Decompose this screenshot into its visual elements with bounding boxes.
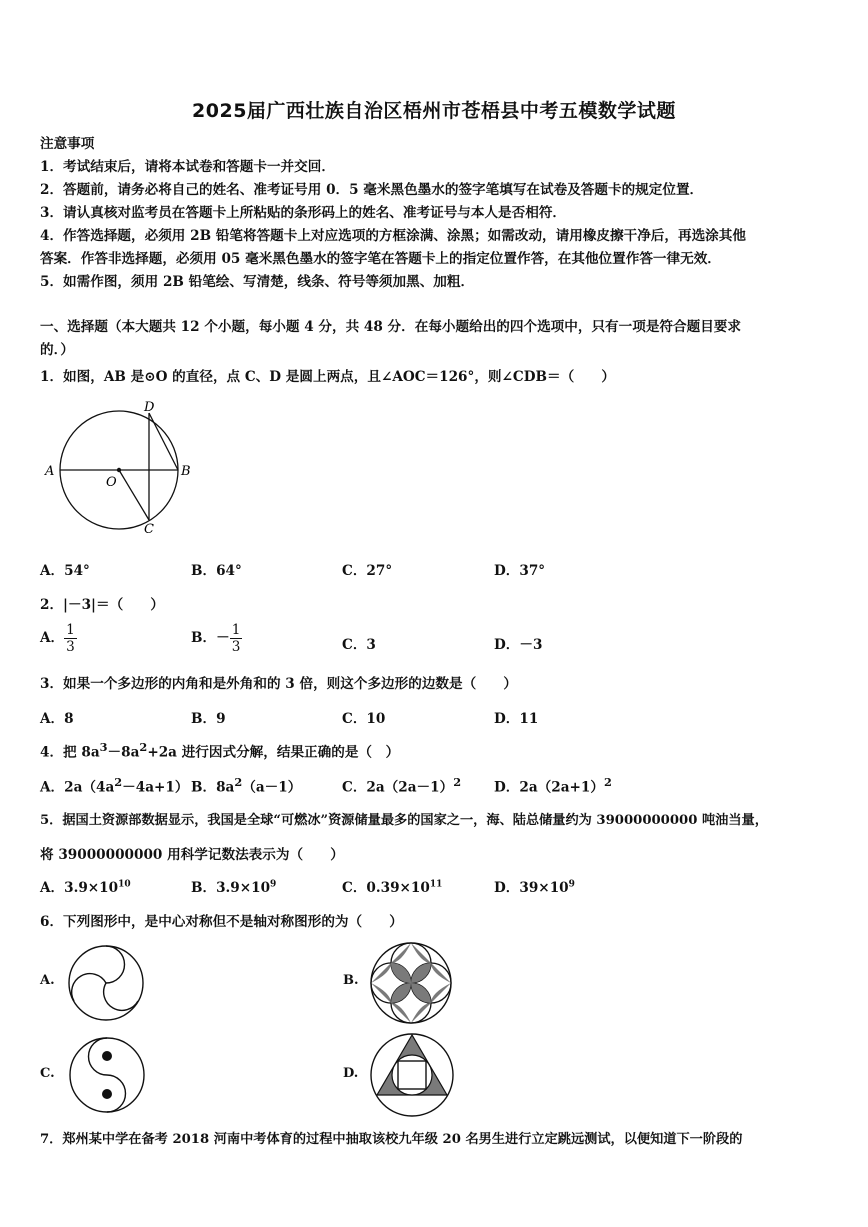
page-title: 2025届广西壮族自治区梧州市苍梧县中考五模数学试题 <box>192 100 676 122</box>
q6-option-d-label: D. <box>343 1066 359 1081</box>
q2-option-b <box>191 622 242 655</box>
q5-option-a-base: A．3.9×10 <box>40 880 119 896</box>
q4-option-a <box>40 775 188 796</box>
denominator: 3 <box>231 639 241 655</box>
q1-option-c: C．27° <box>342 563 393 579</box>
label-O: O <box>106 475 117 490</box>
question-5-stem-cont: 将 39000000000 用科学记数法表示为（ ） <box>40 847 344 863</box>
q3-option-d: D．11 <box>494 711 539 727</box>
numerator: 1 <box>231 622 241 638</box>
q2-option-a <box>40 622 77 655</box>
section-heading-cont: 的．） <box>40 342 74 358</box>
notice-item: 5．如需作图，须用 2B 铅笔绘、写清楚，线条、符号等须加黑、加粗． <box>40 274 475 290</box>
q5-option-a-exp: 10 <box>118 879 131 890</box>
question-4-stem <box>40 740 399 761</box>
q3-option-b: B．9 <box>191 711 226 727</box>
q2-option-d: D．－3 <box>494 637 543 653</box>
q4-stem-sup: 3 <box>99 740 108 754</box>
question-2-stem: 2．|－3|＝（ ） <box>40 597 164 613</box>
q5-option-d-exp: 9 <box>568 879 575 890</box>
fraction <box>64 622 77 655</box>
q5-option-b-exp: 9 <box>270 879 277 890</box>
section-heading: 一、选择题（本大题共 12 个小题，每小题 4 分，共 48 分．在每小题给出的四个选项中，只有一项是符合题目要求 <box>40 319 741 335</box>
label-B: B <box>181 464 191 479</box>
question-5-stem: 5．据国土资源部数据显示，我国是全球“可燃冰”资源储量最多的国家之一，海、陆总储量约为 39000000000 吨油当量， <box>40 813 768 828</box>
q5-option-c <box>342 876 442 896</box>
q4-option-a-sup: 2 <box>114 775 123 789</box>
triangle-square-figure <box>368 1031 456 1119</box>
q2-option-b-prefix: B．－ <box>191 630 230 646</box>
numerator: 1 <box>66 622 75 638</box>
q4-option-a-part: A．2a（4a <box>40 779 115 796</box>
label-A: A <box>45 464 55 479</box>
question-7-stem: 7．郑州某中学在备考 2018 河南中考体育的过程中抽取该校九年级 20 名男生进行立定跳远测试，以便知道下一阶段的 <box>40 1132 743 1147</box>
notice-item: 4．作答选择题，必须用 2B 铅笔将答题卡上对应选项的方框涂满、涂黑；如需改动，请用橡皮擦干净后，再选涂其他 <box>40 228 746 244</box>
q6-option-c-label: C. <box>40 1066 55 1081</box>
notice-item: 答案．作答非选择题，必须用 05 毫米黑色墨水的签字笔在答题卡上的指定位置作答，在其他位置作答一律无效． <box>40 251 721 267</box>
q5-option-c-base: C．0.39×10 <box>342 880 430 896</box>
q4-option-c-part: C．2a（2a－1） <box>342 779 454 796</box>
q4-stem-part: 4．把 8a <box>40 744 100 761</box>
label-C: C <box>144 522 154 537</box>
q6-option-a-label: A. <box>40 973 55 988</box>
q6-option-b-label: B. <box>343 973 359 988</box>
taiji-figure <box>66 1034 148 1116</box>
q4-option-b-part: B．8a <box>191 779 235 796</box>
q2-option-a-prefix: A． <box>40 630 65 646</box>
q4-option-d-part: D．2a（2a+1） <box>494 779 604 796</box>
q1-option-d: D．37° <box>494 563 546 579</box>
q4-option-c <box>342 775 461 796</box>
q5-option-d <box>494 876 575 896</box>
q4-option-b-sup: 2 <box>234 775 243 789</box>
fraction <box>230 622 243 655</box>
q4-option-d-sup: 2 <box>603 775 612 789</box>
notice-item: 3．请认真核对监考员在答题卡上所粘贴的条形码上的姓名、准考证号与本人是否相符． <box>40 205 567 221</box>
question-1-stem: 1．如图，AB 是⊙O 的直径，点 C、D 是圆上两点，且∠AOC＝126°，则∠CDB＝（ ） <box>40 369 615 385</box>
q4-stem-part: +2a 进行因式分解，结果正确的是（ ） <box>147 744 400 761</box>
q1-option-b: B．64° <box>191 563 242 579</box>
q4-stem-part: －8a <box>107 744 140 761</box>
notice-item: 2．答题前，请务必将自己的姓名、准考证号用 0．5 毫米黑色墨水的签字笔填写在试卷及答题卡的规定位置． <box>40 182 704 198</box>
question-6-stem: 6．下列图形中，是中心对称但不是轴对称图形的为（ ） <box>40 914 403 930</box>
q2-option-c: C．3 <box>342 637 376 653</box>
q5-option-a <box>40 876 131 896</box>
q4-option-b <box>191 775 301 796</box>
question-3-stem: 3．如果一个多边形的内角和是外角和的 3 倍，则这个多边形的边数是（ ） <box>40 676 517 692</box>
denominator: 3 <box>66 639 75 655</box>
circle-diagram <box>40 398 200 543</box>
q4-stem-sup: 2 <box>139 740 148 754</box>
notice-item: 1．考试结束后，请将本试卷和答题卡一并交回． <box>40 159 335 175</box>
q3-option-c: C．10 <box>342 711 386 727</box>
three-swirl-figure <box>65 942 147 1024</box>
q5-option-b-base: B．3.9×10 <box>191 880 271 896</box>
q4-option-d <box>494 775 612 796</box>
q5-option-d-base: D．39×10 <box>494 880 569 896</box>
four-petal-figure <box>368 940 454 1026</box>
q3-option-a: A．8 <box>40 711 74 727</box>
q4-option-b-part: （a－1） <box>242 779 302 796</box>
q5-option-b <box>191 876 276 896</box>
q5-option-c-exp: 11 <box>429 879 443 890</box>
label-D: D <box>144 400 155 415</box>
q4-option-a-part: －4a+1） <box>122 779 189 796</box>
q1-option-a: A．54° <box>40 563 90 579</box>
notice-heading: 注意事项 <box>40 136 95 152</box>
q4-option-c-sup: 2 <box>453 775 462 789</box>
